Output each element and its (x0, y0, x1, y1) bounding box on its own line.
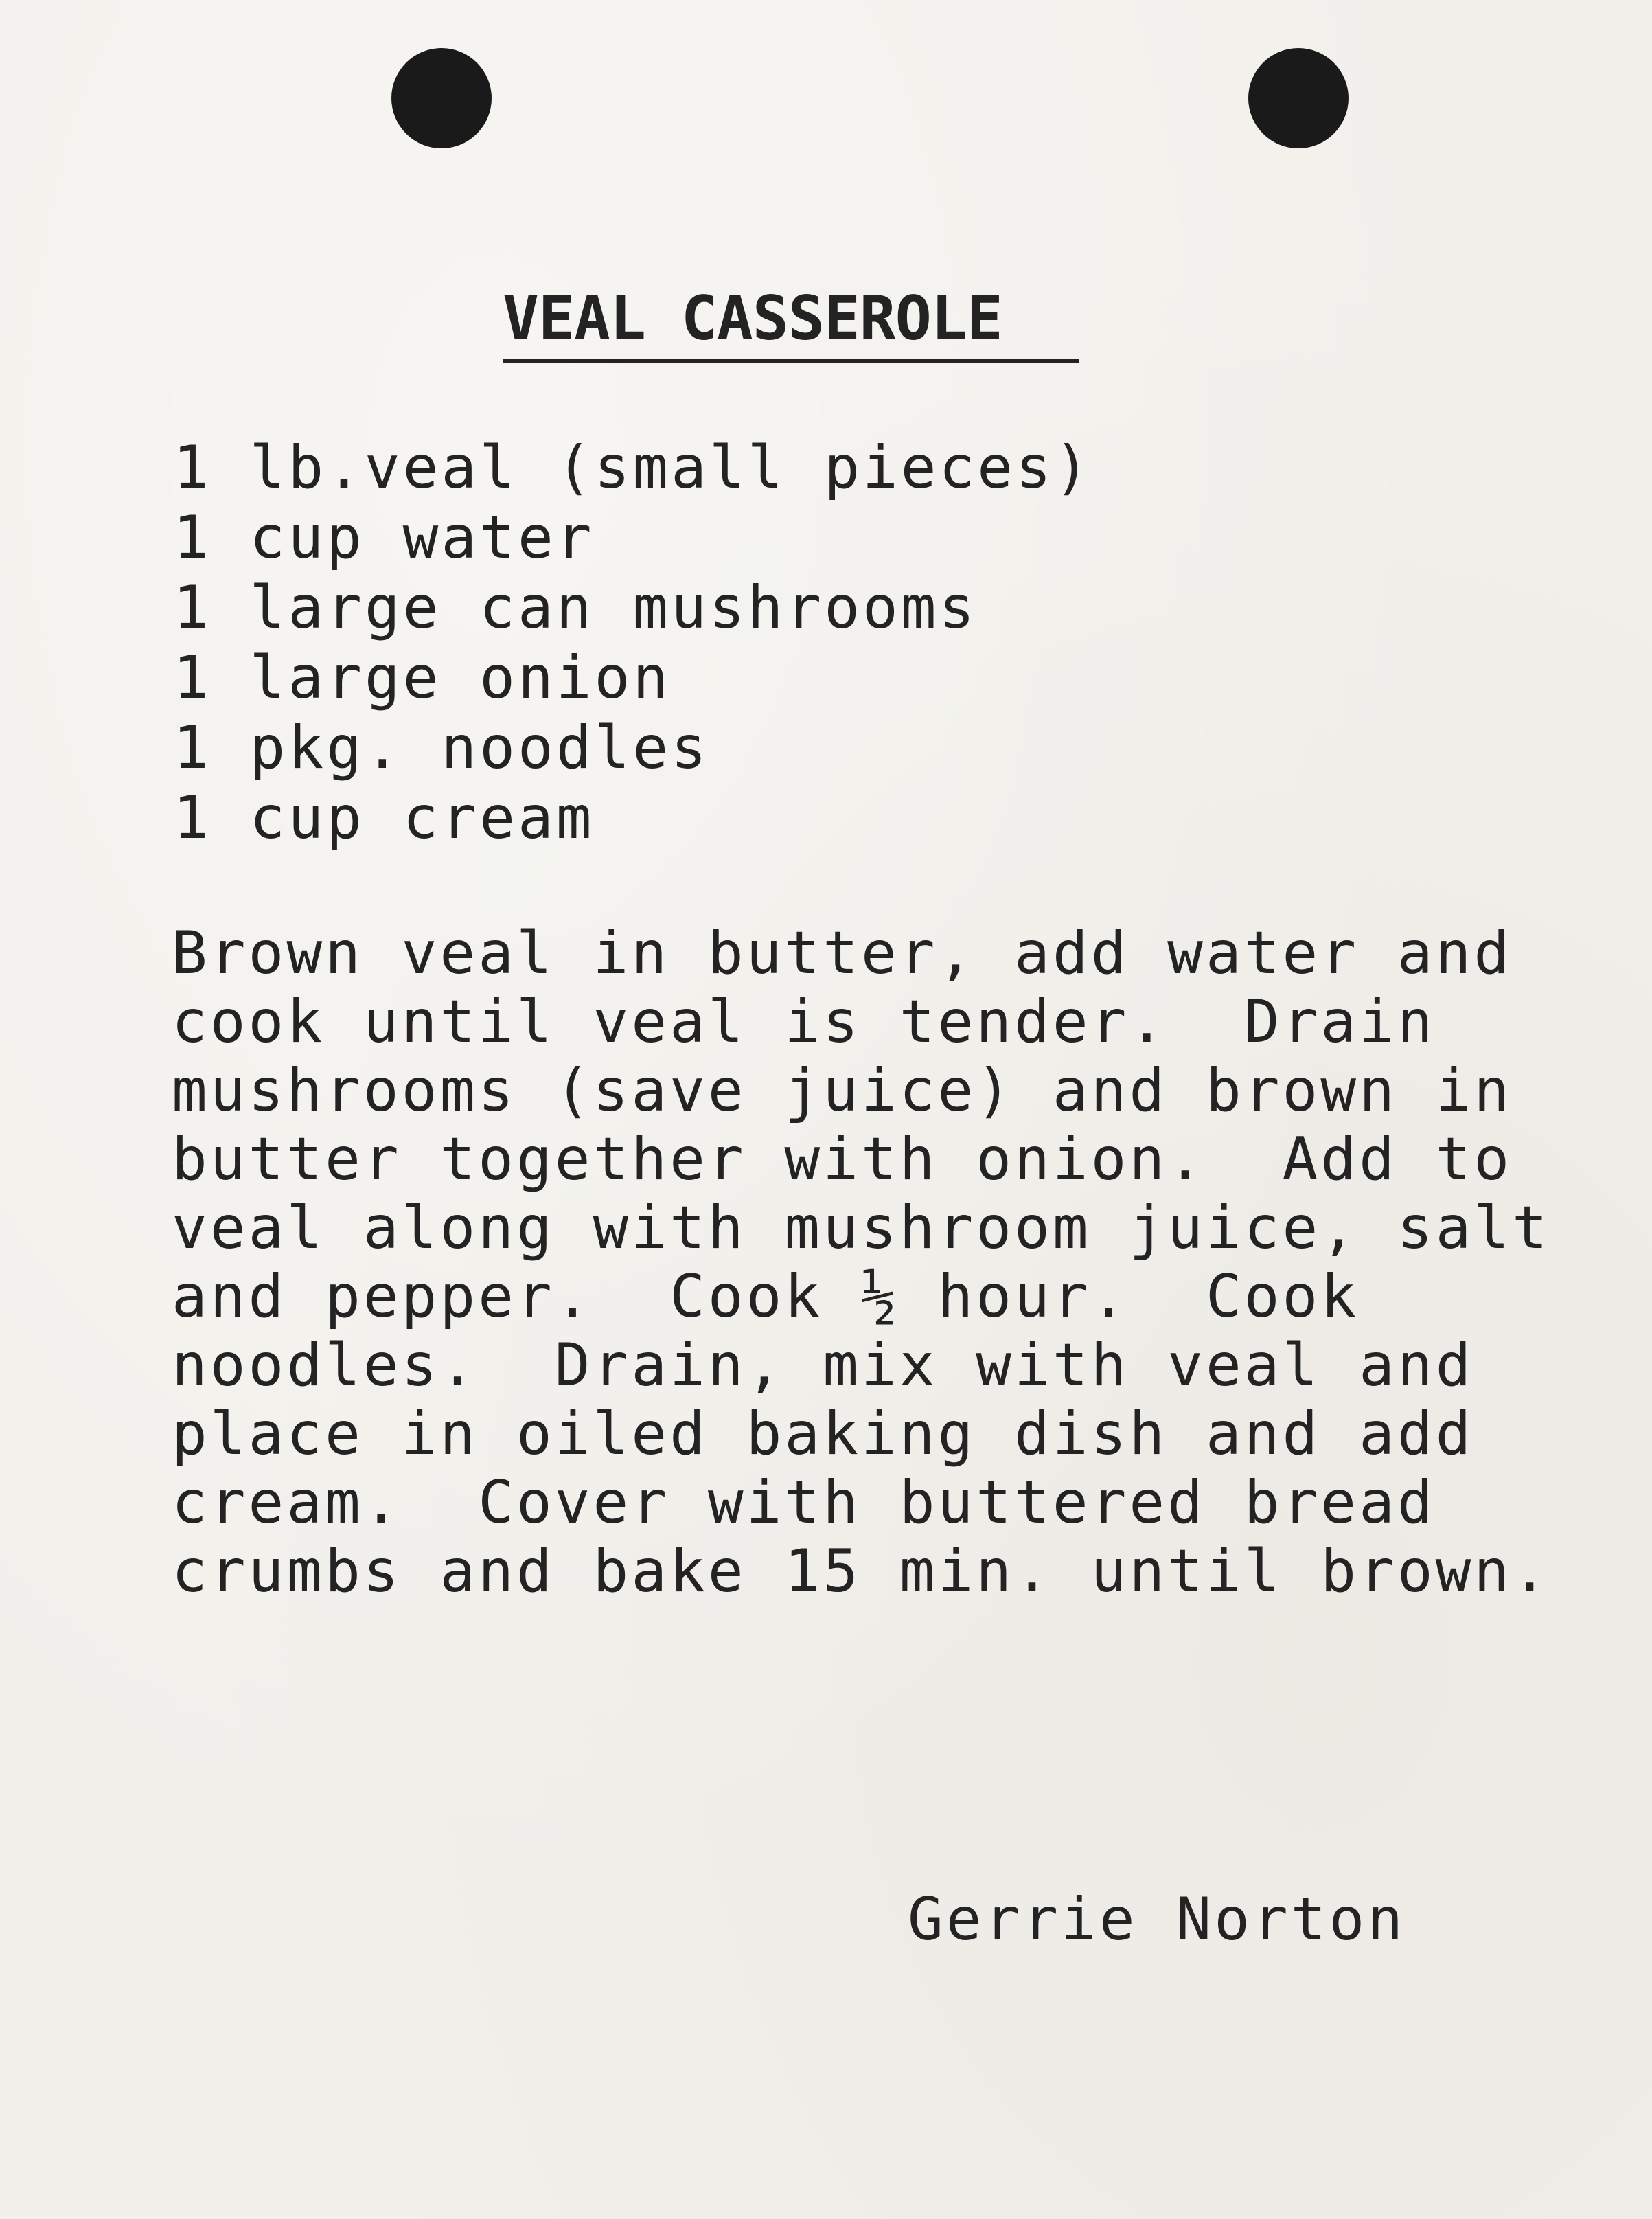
ingredient-item: 1 large can mushrooms (173, 573, 978, 642)
instruction-line: place in oiled baking dish and add (172, 1400, 1474, 1468)
instruction-line: veal along with mushroom juice, salt (172, 1194, 1550, 1262)
author-name: Gerrie Norton (908, 1885, 1406, 1954)
ingredient-item: 1 large onion (173, 644, 672, 712)
ingredient-item: 1 cup water (173, 503, 595, 572)
instruction-line: crumbs and bake 15 min. until brown. (172, 1537, 1550, 1606)
ingredient-item: 1 lb.veal (small pieces) (173, 433, 1092, 502)
recipe-title: VEAL CASSEROLE (503, 283, 1002, 354)
ingredient-item: 1 cup cream (173, 784, 595, 852)
instruction-line: cook until veal is tender. Drain (172, 988, 1436, 1056)
instruction-line: and pepper. Cook ½ hour. Cook (172, 1262, 1360, 1331)
punch-hole-left (391, 48, 492, 148)
instruction-line: noodles. Drain, mix with veal and (172, 1331, 1474, 1400)
instructions-paragraph (172, 919, 1550, 1606)
instruction-line: cream. Cover with buttered bread (172, 1468, 1436, 1537)
instruction-line: butter together with onion. Add to (172, 1125, 1513, 1194)
punch-hole-right (1248, 48, 1349, 148)
instruction-line: mushrooms (save juice) and brown in (172, 1056, 1513, 1125)
ingredient-item: 1 pkg. noodles (173, 714, 709, 782)
ingredient-list (173, 433, 1092, 853)
instruction-line: Brown veal in butter, add water and (172, 919, 1513, 988)
title-underline (503, 359, 1079, 363)
